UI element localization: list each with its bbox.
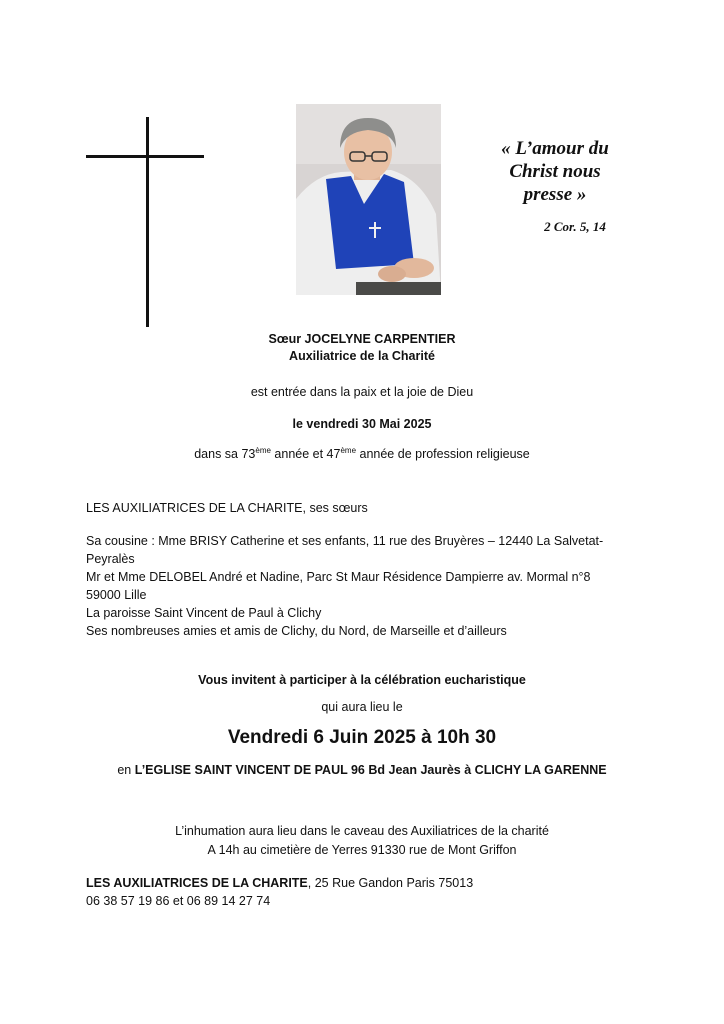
quote-line: presse » [523,184,587,205]
contact-address: LES AUXILIATRICES DE LA CHARITE, 25 Rue Gandon Paris 75013 [86,876,474,890]
scripture-quote [470,137,640,206]
deceased-name: Sœur JOCELYNE CARPENTIER [268,332,456,346]
sisters-line: LES AUXILIATRICES DE LA CHARITE, ses sœurs [86,501,368,515]
burial-line: A 14h au cimetière de Yerres 91330 rue de Mont Griffon [207,843,517,857]
burial-line: L’inhumation aura lieu dans le caveau des Auxiliatrices de la charité [175,824,549,838]
invitation-text: Vous invitent à participer à la célébration eucharistique [198,673,526,687]
family-line: Mr et Mme DELOBEL André et Nadine, Parc St Maur Résidence Dampierre av. Mormal n°8 [86,570,591,584]
family-line: La paroisse Saint Vincent de Paul à Clichy [86,606,322,620]
family-line: Ses nombreuses amies et amis de Clichy, du Nord, de Marseille et d’ailleurs [86,624,507,638]
announcement-text: est entrée dans la paix et la joie de Dieu [250,385,474,399]
quote-line: « L’amour du [501,138,609,159]
ceremony-location: en L’EGLISE SAINT VINCENT DE PAUL 96 Bd Jean Jaurès à CLICHY LA GARENNE [117,763,607,777]
death-date: le vendredi 30 Mai 2025 [292,417,432,431]
ceremony-datetime: Vendredi 6 Juin 2025 à 10h 30 [227,727,497,748]
family-list [86,532,646,640]
portrait-photo [296,104,441,295]
family-line: 59000 Lille [86,588,147,602]
contact-phones: 06 38 57 19 86 et 06 89 14 27 74 [86,894,271,908]
held-text: qui aura lieu le [321,700,403,714]
quote-line: Christ nous [509,161,601,182]
deceased-congregation: Auxiliatrice de la Charité [289,349,435,363]
family-line: Peyralès [86,552,135,566]
age-text: dans sa 73ème année et 47ème année de profession religieuse [194,445,530,461]
family-line: Sa cousine : Mme BRISY Catherine et ses enfants, 11 rue des Bruyères – 12440 La Salvetat- [86,534,604,548]
quote-reference: 2 Cor. 5, 14 [544,219,606,234]
